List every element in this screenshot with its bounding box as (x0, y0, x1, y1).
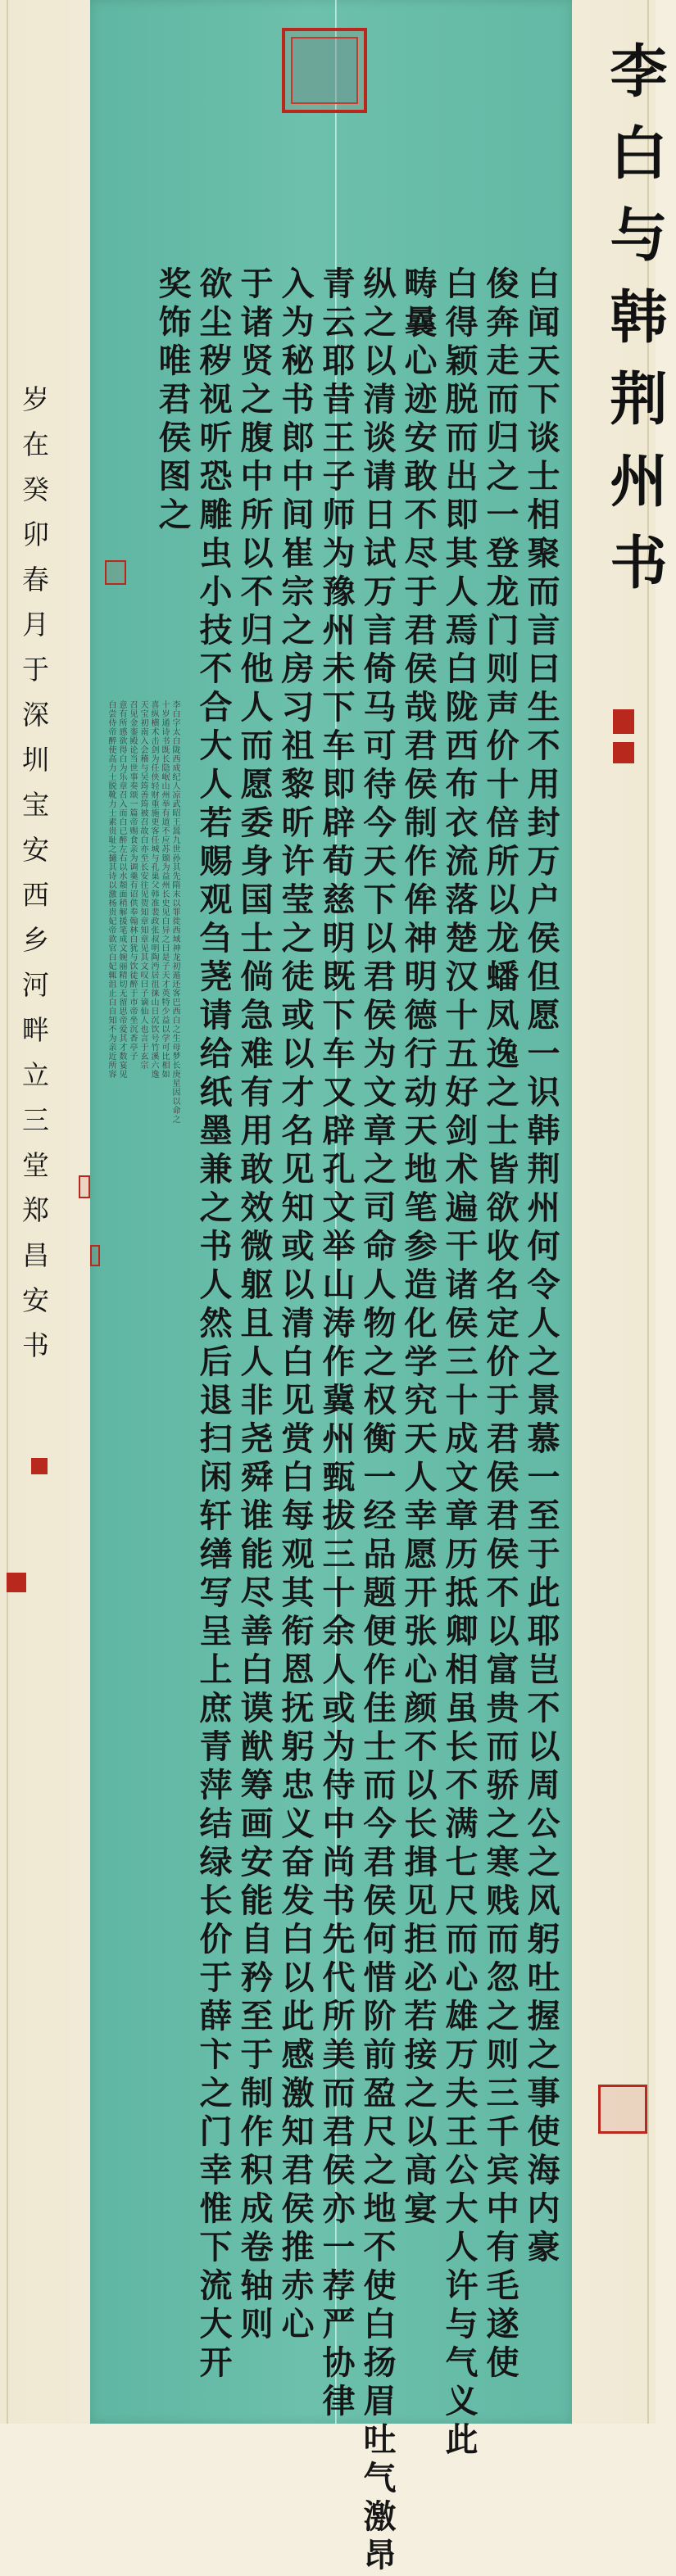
mount-edge-left (7, 0, 8, 2424)
note-column-7: 白尝侍帝醉使高力士脱靴力士素贵耻之擿其诗以激杨贵妃帝欲官白妃辄沮止白自知不为亲近所容 (107, 700, 116, 1079)
main-column-8: 于诸贤之腹中所以不归他人而愿委身国士倘急难有用敢效微躯且人非尧舜谁能尽善白谟猷筹画安能自矜至于制作积成卷轴则 (235, 266, 274, 2345)
main-column-3: 白得颖脱而出即其人焉白陇西布衣流落楚汉十五好剑术遍干诸侯三十成文章历抵卿相虽长不满七尺而心雄万夫王公大人许与气义此 (440, 266, 479, 2461)
top-seal-inner (291, 37, 358, 104)
right-border-seal (598, 2085, 647, 2134)
note-column-2: 十岁通诗书既长隐岷山州举有道不应苏颋为益州长史见白异之曰是子天才英特少益以学可比相如 (160, 700, 169, 1079)
note-column-6: 意有所感欲得白为乐章召入而白已醉左右以水頮面稍解援笔成文婉丽精切无留思帝爱其才数宴见 (117, 700, 126, 1079)
main-column-7: 入为秘书郎中间崔宗之房习祖黎昕许莹之徒或以才名见知或以清白见赏白每观其衔恩抚躬忠义奋发白以此感激知君侯推赤心 (276, 266, 315, 2345)
top-seal (282, 28, 367, 113)
signature-seal-2 (7, 1573, 26, 1592)
main-column-1: 白闻天下谈士相聚而言曰生不用封万户侯但愿一识韩荆州何令人之景慕一至于此耶岂不以周公之风躬吐握之事使海内豪 (522, 266, 560, 2268)
signature-seal-1 (31, 1458, 48, 1474)
note-column-5: 召见金銮殿论当世事奏颂一篇帝赐食亲为调羹有诏供奉翰林白犹与饮徒醉于市帝坐沉香亭子 (128, 700, 137, 1061)
main-column-9: 欲尘秽视听恐雕虫小技不合大人若赐观刍荛请给纸墨兼之书人然后退扫闲轩缮写呈上庶青萍结绿长价于薛卞之门幸惟下流大开 (194, 266, 233, 2384)
note-seal-top (105, 560, 126, 585)
note-column-4: 天宝初南入会稽与吴筠善筠被召故白亦至长安往见贺知章知章见其文叹曰子谪仙人也言于玄宗 (138, 700, 147, 1070)
note-column-3: 喜纵横术击剑为任侠轻财重施更客任城与孔巢父韩准裴政张叔明陶沔居徂徕山日沉饮号竹溪六逸 (149, 700, 158, 1079)
signature-column: 岁在癸卯春月于深圳宝安西乡河畔立三堂郑昌安书 (18, 385, 50, 1376)
title-seal-2 (613, 742, 634, 763)
note-seal-left (79, 1175, 90, 1198)
main-column-2: 俊奔走而归之一登龙门则声价十倍所以龙蟠凤逸之士皆欲收名定价于君侯君侯不以富贵而骄之寒贱而忽之则三千宾中有毛遂使 (481, 266, 519, 2384)
main-column-5: 纵之以清谈请日试万言倚马可待今天下以君侯为文章之司命人物之权衡一经品题便作佳士而今君侯何惜阶前盈尺之地不使白扬眉吐气激昂 (358, 266, 397, 2576)
main-column-6: 青云耶昔王子师为豫州未下车即辟荀慈明既下车又辟孔文举山涛作冀州甄拔三十余人或为侍中尚书先代所美而君侯亦一荐严协律 (317, 266, 356, 2422)
main-column-10: 奖饰唯君侯图之 (153, 266, 192, 536)
note-column-1: 李白字太白陇西成纪人凉武昭王暠九世孙其先隋末以罪徙西域神龙初遁还客巴西白之生母梦长庚星因以命之 (170, 700, 179, 1124)
note-seal-bottom (90, 1245, 100, 1266)
title-seal-1 (613, 709, 634, 734)
title-column: 李白与韩荆州书 (601, 41, 669, 614)
main-column-4: 畴曩心迹安敢不尽于君侯哉君侯制作侔神明德行动天地笔参造化学究天人幸愿开张心颜不以长揖见拒必若接之以高宴 (399, 266, 438, 2230)
